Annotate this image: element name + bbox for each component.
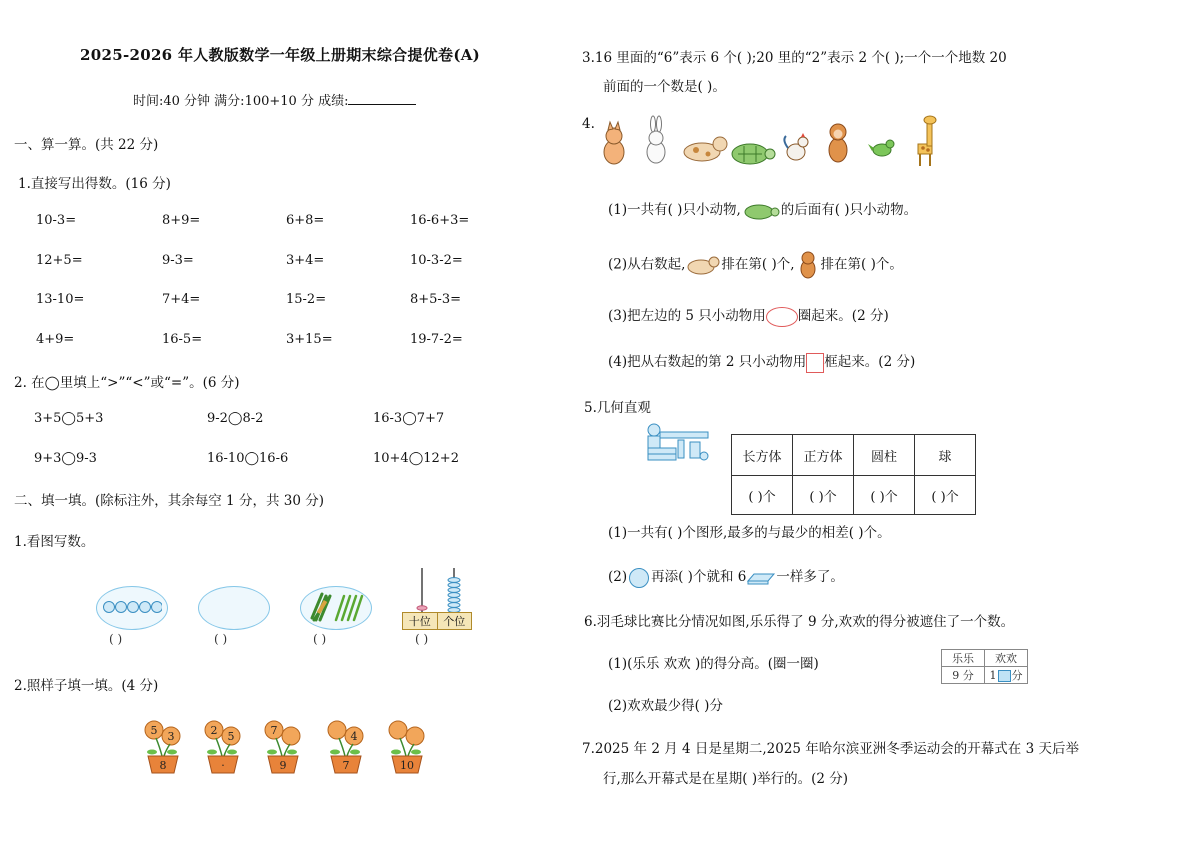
q5r-2 <box>608 565 844 589</box>
score-head: 乐乐 <box>942 650 985 667</box>
exam-meta <box>133 90 416 109</box>
covered-digit <box>998 670 1011 682</box>
q1-item: 16-5= <box>162 332 203 347</box>
q1-item: 3+4= <box>286 253 325 268</box>
score-blank[interactable] <box>348 92 416 105</box>
q4r-2c: 排在第( )个。 <box>820 256 903 273</box>
flower-pot <box>262 718 304 774</box>
pot-number: 10 <box>400 759 414 772</box>
flower-number: 5 <box>150 724 158 737</box>
exam-meta-text: 时间:40 分钟 满分:100+10 分 成绩: <box>133 94 349 109</box>
q2-item: 3+5◯5+3 <box>34 411 104 426</box>
q5r-2b: 再添( )个就和 6 <box>651 569 747 585</box>
pot-number: 9 <box>279 759 287 772</box>
abacus-ones-label: 个位 <box>443 615 466 628</box>
q4r-1a: (1)一共有( )只小动物, <box>608 202 741 218</box>
pot-number: · <box>221 759 225 772</box>
flower-pot <box>386 718 428 774</box>
red-circle-icon <box>766 307 798 327</box>
solids-picture <box>644 422 710 464</box>
q1-item: 7+4= <box>162 292 201 307</box>
rabbit-icon <box>647 116 665 163</box>
q1-item: 10-3-2= <box>410 253 463 268</box>
pot-number: 7 <box>342 759 350 772</box>
answer-blank[interactable]: ( ) <box>214 632 228 646</box>
q6r-2: (2)欢欢最少得( )分 <box>608 698 723 714</box>
q4r-4b: 框起来。(2 分) <box>824 354 916 370</box>
q4r-3b: 圈起来。(2 分) <box>797 308 889 324</box>
answer-blank[interactable]: ( ) <box>313 632 327 646</box>
geo-header: 球 <box>915 435 976 476</box>
q4r-2b: 排在第( )个, <box>721 256 795 273</box>
dog-icon <box>685 253 721 277</box>
cuboid-icon <box>746 571 776 585</box>
q4-title: 2.照样子填一填。(4 分) <box>14 678 159 694</box>
q2-item: 9+3◯9-3 <box>34 451 97 466</box>
flower-pot <box>142 718 184 774</box>
flower-number: 4 <box>350 730 358 743</box>
sphere-icon <box>627 567 651 589</box>
geometry-table <box>731 434 976 515</box>
geo-answer-cell[interactable]: ( )个 <box>793 476 854 515</box>
q1-item: 10-3= <box>36 213 77 228</box>
q4r-2a: (2)从右数起, <box>608 256 686 273</box>
q1-item: 9-3= <box>162 253 194 268</box>
five-circles-icon <box>102 598 162 616</box>
q4r-1 <box>608 198 917 221</box>
flower-pot <box>202 718 244 774</box>
q5r-2c: 一样多了。 <box>776 569 844 585</box>
geo-answer-cell[interactable]: ( )个 <box>915 476 976 515</box>
q3-title: 1.看图写数。 <box>14 534 95 550</box>
turtle-icon <box>732 144 775 164</box>
score-table <box>941 649 1028 684</box>
q6r-title: 6.羽毛球比赛比分情况如图,乐乐得了 9 分,欢欢的得分被遮住了一个数。 <box>584 614 1015 630</box>
q4r-4a: (4)把从右数起的第 2 只小动物用 <box>608 354 807 370</box>
section-1-title: 一、算一算。(共 22 分) <box>14 137 159 153</box>
q1-item: 4+9= <box>36 332 75 347</box>
bird-icon <box>868 140 894 156</box>
turtle-icon <box>741 201 781 221</box>
q5r-title: 5.几何直观 <box>584 400 651 416</box>
q5r-1: (1)一共有( )个图形,最多的与最少的相差( )个。 <box>608 525 891 541</box>
giraffe-icon <box>918 116 936 166</box>
monkey-icon <box>829 124 847 162</box>
q1-title: 1.直接写出得数。(16 分) <box>18 176 171 192</box>
q1-item: 13-10= <box>36 292 85 307</box>
score-huanhuan <box>985 667 1028 684</box>
score-digit: 1 <box>989 669 997 682</box>
q4r-3a: (3)把左边的 5 只小动物用 <box>608 308 766 324</box>
sticks-bundle-icon <box>308 590 364 624</box>
q5r-2a: (2) <box>608 569 628 585</box>
q4r-label: 4. <box>582 116 595 132</box>
q4r-3 <box>608 304 889 327</box>
q4r-4 <box>608 350 915 373</box>
q1-item: 6+8= <box>286 213 325 228</box>
flower-number: 5 <box>227 730 235 743</box>
q4r-1b: 的后面有( )只小动物。 <box>780 202 918 218</box>
geo-header: 长方体 <box>732 435 793 476</box>
cat-icon <box>604 122 624 164</box>
pot-number: 8 <box>159 759 167 772</box>
red-square-icon <box>806 353 824 373</box>
flower-pot <box>325 718 367 774</box>
q3r-line2: 前面的一个数是( )。 <box>603 79 726 95</box>
monkey-icon <box>795 251 821 279</box>
dog-icon <box>684 137 727 161</box>
section-2-title: 二、填一填。(除标注外，其余每空 1 分，共 30 分) <box>14 493 324 509</box>
flower-number: 7 <box>270 724 278 737</box>
abacus-icon <box>402 566 472 614</box>
q7r-line1: 7.2025 年 2 月 4 日是星期二,2025 年哈尔滨亚洲冬季运动会的开幕式在 3 天后举 <box>582 741 1079 757</box>
flower-number: 3 <box>167 730 175 743</box>
q1-item: 12+5= <box>36 253 83 268</box>
geo-header: 圆柱 <box>854 435 915 476</box>
answer-blank[interactable]: ( ) <box>109 632 123 646</box>
geo-header: 正方体 <box>793 435 854 476</box>
q4r-2 <box>608 251 903 279</box>
geo-answer-cell[interactable]: ( )个 <box>854 476 915 515</box>
q3r-line1: 3.16 里面的“6”表示 6 个( );20 里的“2”表示 2 个( );一个一个地数 20 <box>582 50 1007 66</box>
q7r-line2: 行,那么开幕式是在星期( )举行的。(2 分) <box>603 771 849 787</box>
score-lele: 9 分 <box>942 667 985 684</box>
q1-item: 8+9= <box>162 213 201 228</box>
q1-item: 19-7-2= <box>410 332 463 347</box>
q2-item: 10+4◯12+2 <box>373 451 459 466</box>
q2-item: 16-3◯7+7 <box>373 411 445 426</box>
page-title: 2025-2026 年人教版数学一年级上册期末综合提优卷(A) <box>80 46 481 64</box>
animals-row <box>598 112 950 168</box>
abacus-tens-label: 十位 <box>403 613 438 629</box>
geo-answer-cell[interactable]: ( )个 <box>732 476 793 515</box>
q2-title: 2. 在◯里填上“>”“<”或“=”。(6 分) <box>14 375 240 391</box>
counting-oval-empty <box>198 586 270 630</box>
q1-item: 16-6+3= <box>410 213 470 228</box>
q2-item: 9-2◯8-2 <box>207 411 264 426</box>
q1-item: 8+5-3= <box>410 292 461 307</box>
q1-item: 3+15= <box>286 332 333 347</box>
q1-item: 15-2= <box>286 292 327 307</box>
score-unit: 分 <box>1011 669 1023 682</box>
abacus-base <box>402 612 472 630</box>
q6r-1: (1)(乐乐 欢欢 )的得分高。(圈一圈) <box>608 656 819 672</box>
flower-number: 2 <box>210 724 218 737</box>
score-head: 欢欢 <box>985 650 1028 667</box>
answer-blank[interactable]: ( ) <box>415 632 429 646</box>
q2-item: 16-10◯16-6 <box>207 451 289 466</box>
rooster-icon <box>784 133 808 160</box>
